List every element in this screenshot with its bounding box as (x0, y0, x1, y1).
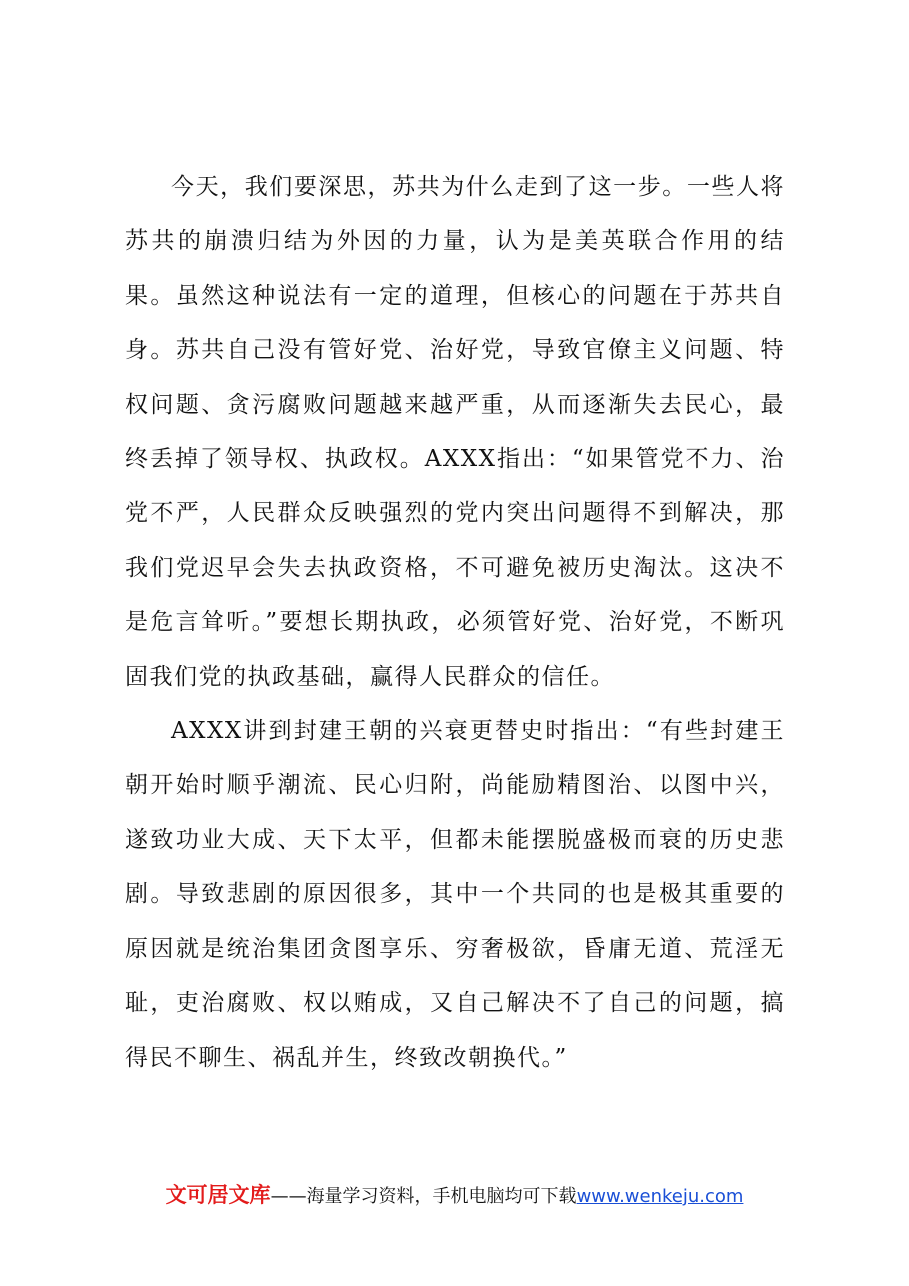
paragraph-1: 今天，我们要深思，苏共为什么走到了这一步。一些人将苏共的崩溃归结为外因的力量，认为是美英联合作用的结果。虽然这种说法有一定的道理，但核心的问题在于苏共自身。苏共自己没有管好党、治好党，导致官僚主义问题、特权问题、贪污腐败问题越来越严重，从而逐渐失去民心，最终丢掉了领导权、执政权。AXXX指出：“如果管党不力、治党不严，人民群众反映强烈的党内突出问题得不到解决，那我们党迟早会失去执政资格，不可避免被历史淘汰。这决不是危言耸听。”要想长期执政，必须管好党、治好党，不断巩固我们党的执政基础，赢得人民群众的信任。 (125, 174, 785, 690)
footer-banner (0, 1180, 909, 1212)
footer-url-link[interactable]: www.wenkeju.com (576, 1186, 744, 1207)
document-body (125, 160, 785, 1085)
footer-slogan: ——海量学习资料，手机电脑均可下载 (270, 1186, 577, 1207)
footer-brand: 文可居文库 (165, 1183, 271, 1207)
paragraph-2: AXXX讲到封建王朝的兴衰更替史时指出：“有些封建王朝开始时顺乎潮流、民心归附，尚能励精图治、以图中兴，遂致功业大成、天下太平，但都未能摆脱盛极而衰的历史悲剧。导致悲剧的原因很多，其中一个共同的也是极其重要的原因就是统治集团贪图享乐、穷奢极欲，昏庸无道、荒淫无耻，吏治腐败、权以贿成，又自己解决不了自己的问题，搞得民不聊生、祸乱并生，终致改朝换代。” (125, 718, 785, 1071)
